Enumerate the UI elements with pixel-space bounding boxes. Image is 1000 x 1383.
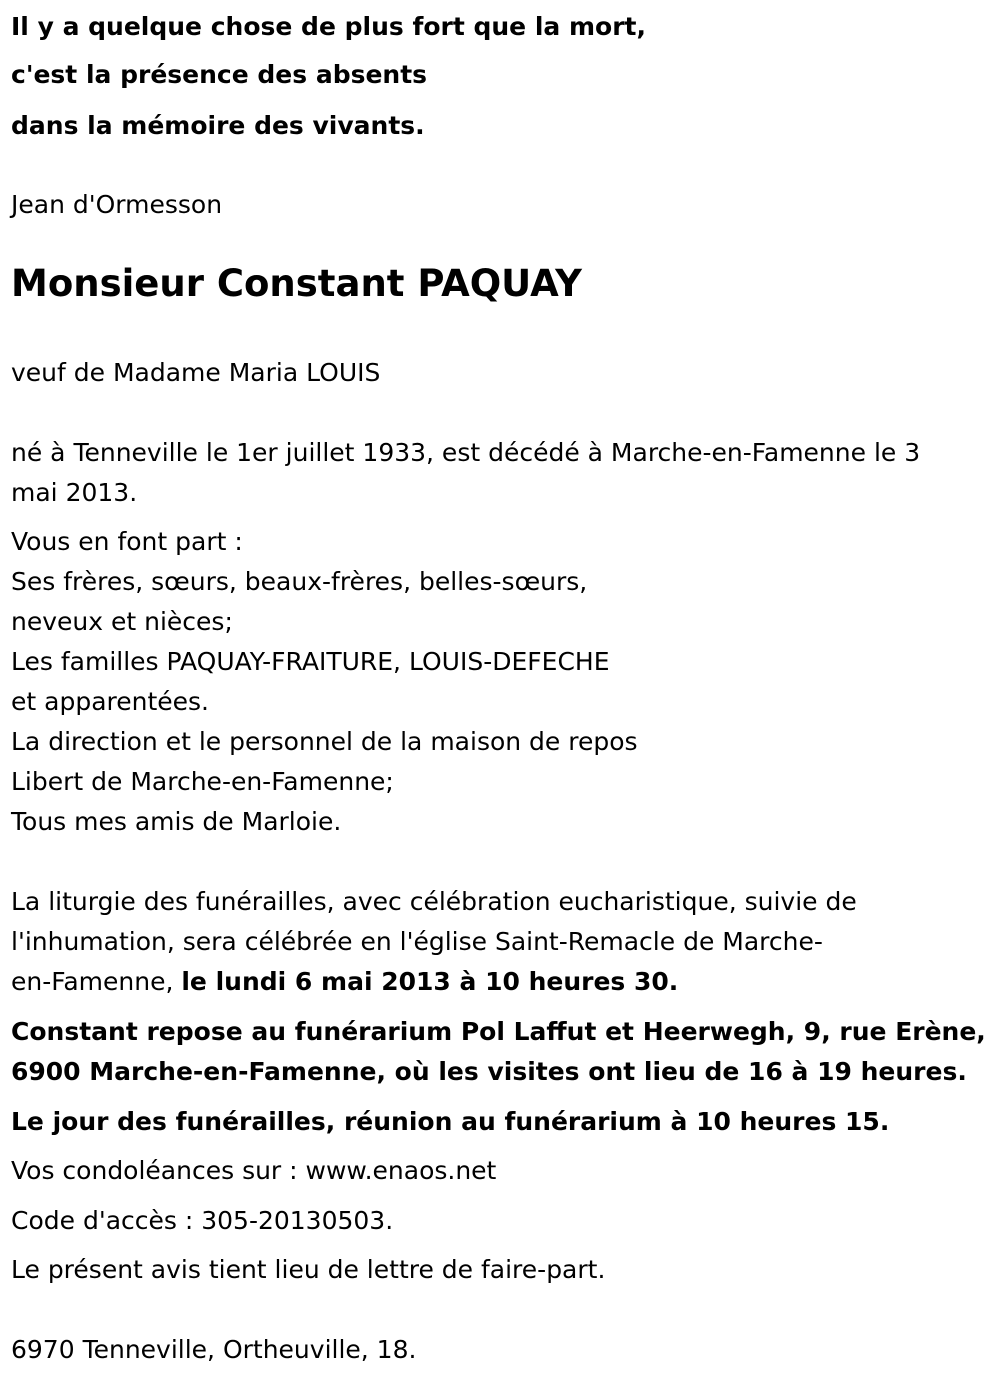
- announcer-line: Vous en font part :: [11, 527, 243, 556]
- quote-line-2: c'est la présence des absents: [11, 60, 428, 89]
- quote-author: Jean d'Ormesson: [11, 190, 223, 219]
- birth-death-line-1: né à Tenneville le 1er juillet 1933, est décédé à Marche-en-Famenne le 3: [11, 438, 921, 467]
- funeral-line-1: La liturgie des funérailles, avec célébration eucharistique, suivie de: [11, 887, 857, 916]
- spouse-line: veuf de Madame Maria LOUIS: [11, 358, 381, 387]
- visitation-line-1: Constant repose au funérarium Pol Laffut et Heerwegh, 9, rue Erène,: [11, 1017, 986, 1046]
- funeral-date: le lundi 6 mai 2013 à 10 heures 30.: [181, 967, 679, 996]
- announcer-line: et apparentées.: [11, 687, 209, 716]
- meeting-line: Le jour des funérailles, réunion au funérarium à 10 heures 15.: [11, 1107, 890, 1136]
- announcer-line: Ses frères, sœurs, beaux-frères, belles-sœurs,: [11, 567, 588, 596]
- announcer-line: Les familles PAQUAY-FRAITURE, LOUIS-DEFECHE: [11, 647, 610, 676]
- condolences-line: Vos condoléances sur : www.enaos.net: [11, 1156, 497, 1185]
- announcer-line: Tous mes amis de Marloie.: [11, 807, 342, 836]
- birth-death-line-2: mai 2013.: [11, 478, 138, 507]
- address-line: 6970 Tenneville, Ortheuville, 18.: [11, 1335, 417, 1364]
- quote-line-1: Il y a quelque chose de plus fort que la mort,: [11, 12, 646, 41]
- announcer-line: neveux et nièces;: [11, 607, 233, 636]
- quote-line-3: dans la mémoire des vivants.: [11, 111, 425, 140]
- funeral-line-3: [11, 967, 678, 997]
- funeral-line-2: l'inhumation, sera célébrée en l'église Saint-Remacle de Marche-: [11, 927, 823, 956]
- funeral-place: en-Famenne,: [11, 967, 182, 996]
- announcer-line: Libert de Marche-en-Famenne;: [11, 767, 394, 796]
- announcer-line: La direction et le personnel de la maison de repos: [11, 727, 638, 756]
- notice-line: Le présent avis tient lieu de lettre de faire-part.: [11, 1255, 606, 1284]
- visitation-line-2: 6900 Marche-en-Famenne, où les visites ont lieu de 16 à 19 heures.: [11, 1057, 967, 1086]
- access-code-line: Code d'accès : 305-20130503.: [11, 1206, 394, 1235]
- deceased-name: Monsieur Constant PAQUAY: [11, 262, 582, 305]
